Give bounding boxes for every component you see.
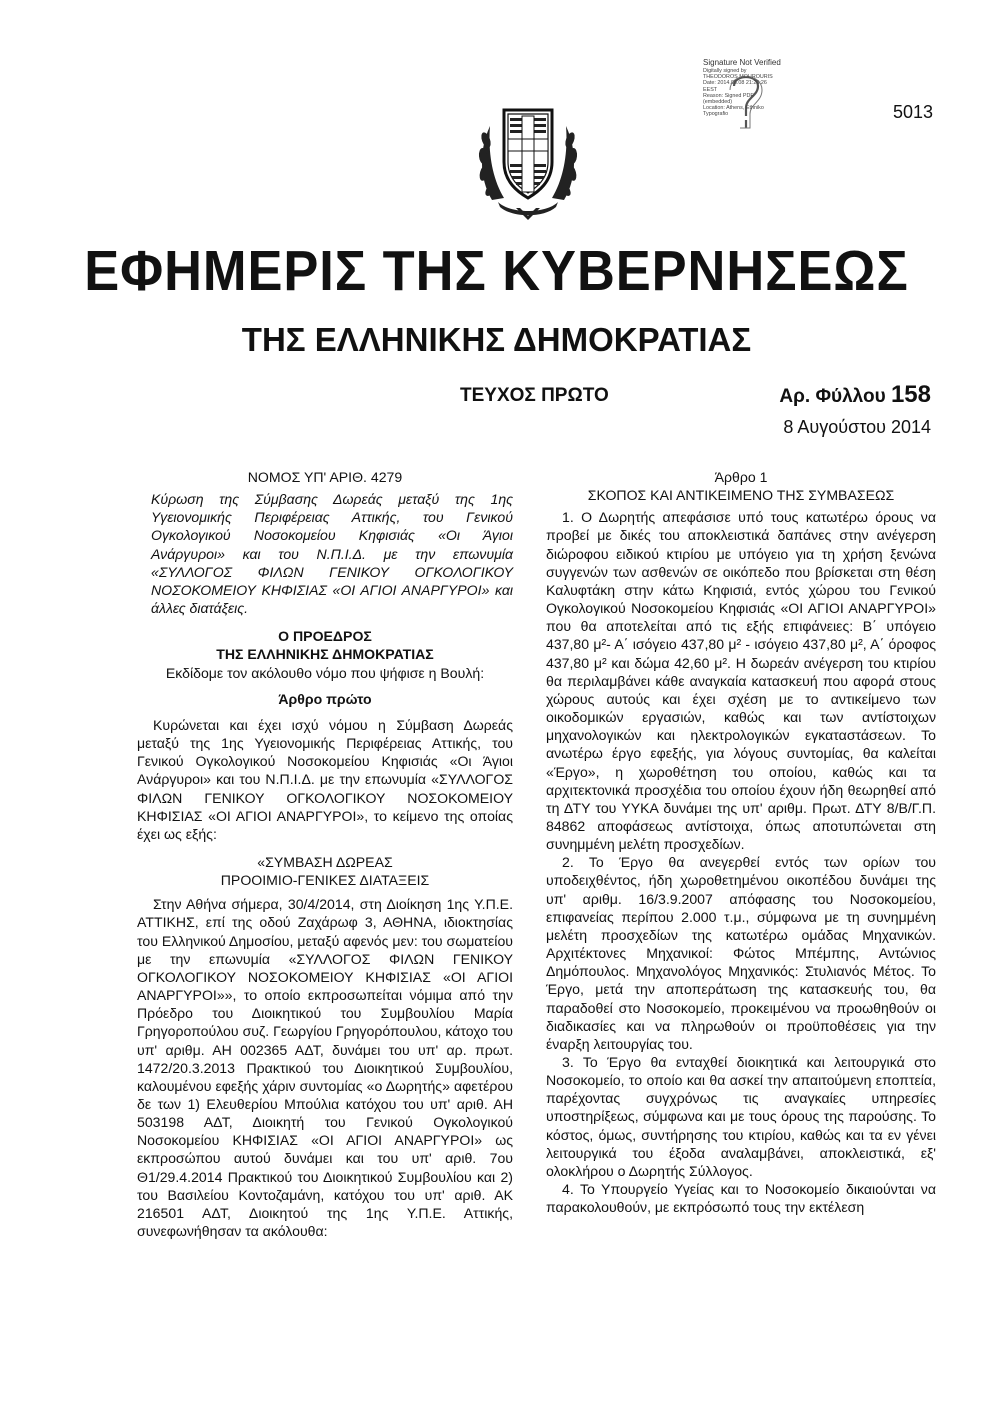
- page-number: 5013: [892, 102, 933, 122]
- article-heading: Άρθρο πρώτο: [278, 690, 372, 707]
- coat-of-arms-emblem: [476, 96, 580, 222]
- right-column: [546, 468, 936, 1216]
- law-title: Κύρωση της Σύμβασης Δωρεάς μεταξύ της 1ης Υγειονομικής Περιφέρειας Αττικής, του Γενικού Ογκολογικού Νοσοκομείου Κηφισιάς «Οι Άγιοι Ανάργυροι» και του Ν.Π.Ι.Δ. με την επωνυμία «ΣΥΛΛΟΓΟΣ ΦΙΛΩΝ ΓΕΝΙΚΟΥ ΟΓΚΟΛΟΓΙΚΟΥ ΝΟΣΟΚΟΜΕΙΟΥ ΚΗΦΙΣΙΑΣ «ΟΙ ΑΓΙΟΙ ΑΝΑΡΓΥΡΟΙ» και άλλες διατάξεις.: [151, 491, 513, 617]
- gazette-subtitle: ΤΗΣ ΕΛΛΗΝΙΚΗΣ ΔΗΜΟΚΡΑΤΙΑΣ: [241, 321, 752, 358]
- article-number: Άρθρο 1: [714, 469, 768, 485]
- law-number: ΝΟΜΟΣ ΥΠ' ΑΡΙΘ. 4279: [247, 469, 403, 485]
- gazette-title: ΕΦΗΜΕΡΙΣ ΤΗΣ ΚΥΒΕΡΝΗΣΕΩΣ: [84, 239, 909, 303]
- issue-statement: Εκδίδομε τον ακόλουθο νόμο που ψήφισε η Βουλή:: [165, 664, 485, 681]
- contract-heading: «ΣΥΜΒΑΣΗ ΔΩΡΕΑΣ: [257, 853, 393, 870]
- contract-subheading: ΠΡΟΟΙΜΙΟ-ΓΕΝΙΚΕΣ ΔΙΑΤΑΞΕΙΣ: [220, 872, 430, 889]
- article-text: Κυρώνεται και έχει ισχύ νόμου η Σύμβαση Δωρεάς μεταξύ της 1ης Υγειονομικής Περιφέρειας Αττικής, του Γενικού Ογκολογικού Νοσοκομείου Κηφισιάς «Οι Άγιοι Ανάργυροι» και του Ν.Π.Ι.Δ. με την επωνυμία «ΣΥΛΛΟΓΟΣ ΦΙΛΩΝ ΓΕΝΙΚΟΥ ΟΓΚΟΛΟΓΙΚΟΥ ΝΟΣΟΚΟΜΕΙΟΥ ΚΗΦΙΣΙΑΣ «ΟΙ ΑΓΙΟΙ ΑΝΑΡΓΥΡΟΙ», το κείμενο της οποίας έχει ως εξής:: [137, 716, 513, 842]
- signature-status: Signature Not Verified: [703, 58, 781, 67]
- preamble-text: Στην Αθήνα σήμερα, 30/4/2014, στη Διοίκηση 1ης Υ.Π.Ε. ΑΤΤΙΚΗΣ, επί της οδού Ζαχάρωφ 3, ΑΘΗΝΑ, ιδιοκτησίας του Ελληνικού Δημοσίου, μεταξύ αφενός μεν: του σωματείου με την επωνυμία «ΣΥΛΛΟΓΟΣ ΦΙΛΩΝ ΓΕΝΙΚΟΥ ΟΓΚΟΛΟΓΙΚΟΥ ΝΟΣΟΚΟΜΕΙΟΥ ΚΗΦΙΣΙΑΣ «ΟΙ ΑΓΙΟΙ ΑΝΑΡΓΥΡΟΙ»», το οποίο εκπροσωπείται νόμιμα από την Πρόεδρο του Διοικητικού του Συμβουλίου Μαρία Γρηγοροπούλου συζ. Γεωργίου Γρηγορόπουλου, κάτοχο του υπ' αριθμ. ΑΗ 002365 ΑΔΤ, δυνάμει του υπ' αρ. πρωτ. 1472/20.3.2013 Πρακτικού του Διοικητικού Συμβουλίου, καλουμένου εφεξής χάριν συντομίας «ο Δωρητής» αφετέρου δε των 1) Ελευθερίου Μπούλια κατόχου του υπ' αριθ. ΑΗ 503198 ΑΔΤ, Διοικητή του Γενικού Ογκολογικού Νοσοκομείου ΚΗΦΙΣΙΑΣ «ΟΙ ΑΓΙΟΙ ΑΝΑΡΓΥΡΟΙ» ως εκπροσώπου αυτού δυνάμει και του υπ' αριθ. 7ου Θ1/29.4.2014 Πρακτικού του Διοικητικού Συμβουλίου και 2) του Βασιλείου Κοντοζαμάνη, κατόχου του υπ' αριθ. ΑΚ 216501 ΑΔΤ, Διοικητού της 1ης Υ.Π.Ε. Αττικής, συνεφωνήθησαν τα ακόλουθα:: [137, 896, 513, 1240]
- signature-detail: THEODOROS MOUROURIS: [703, 74, 773, 81]
- signature-detail: Digitally signed by: [703, 68, 747, 74]
- president-heading: Ο ΠΡΟΕΔΡΟΣ: [278, 628, 372, 645]
- issue-label: ΤΕΥΧΟΣ ΠΡΩΤΟ: [460, 385, 609, 406]
- left-column: [137, 468, 513, 1240]
- sheet-number-value: 158: [890, 381, 931, 408]
- signature-detail: Date: 2014.08.08 21:25:26: [703, 80, 767, 87]
- signature-detail: Reason: Signed PDF: [703, 92, 754, 99]
- paragraph: 2. Το Έργο θα ανεγερθεί εντός των ορίων του υποδειχθέντος, ήδη χωροθετημένου οικοπέδου δυνάμει της υπ' αριθμ. 16/3.9.2007 απόφασης του Νοσοκομείου, επιφανείας περίπου 2.000 τ.μ., σύμφωνα με τη συνημμένη μελέτη προσχεδίων της κατωτέρω ομάδας Μηχανικών. Αρχιτέκτονες Μηχανικοί: Φώτος Μπέμπης, Αντώνιος Δημόπουλος. Μηχανολόγος Μηχανικός: Στυλιανός Μέτος. Το Έργο, μετά την αποπεράτωση της κατασκευής του, θα παραδοθεί στο Νοσοκομείο, προκειμένου να προωθηθούν οι διαδικασίες και να πληρωθούν οι προϋποθέσεις για την έναρξη λειτουργίας του.: [546, 854, 936, 1052]
- article-title: ΣΚΟΠΟΣ ΚΑΙ ΑΝΤΙΚΕΙΜΕΝΟ ΤΗΣ ΣΥΜΒΑΣΕΩΣ: [587, 487, 895, 504]
- paragraph: 1. Ο Δωρητής απεφάσισε υπό τους κατωτέρω όρους να προβεί με δικές του αποκλειστικά δαπάνες στην ανέγερση διώροφου ειδικού κτιρίου με υπόγειο για τη χρήση ξενώνα συγγενών των ασθενών σε οικόπεδο που βρίσκεται στη θέση Καλυφτάκη στην κάτω Κηφισιά, εντός χώρου του Γενικού Ογκολογικού Νοσοκομείου Κηφισιάς «ΟΙ ΑΓΙΟΙ ΑΝΑΡΓΥΡΟΙ» που θα αποτελείται από τις εξής επιφάνειες: Β΄ υπόγειο 437,80 μ²- Α΄ ισόγειο 437,80 μ² - ισόγειο 437,80 μ², Α΄ όροφος 437,80 μ² και δώμα 42,60 μ². Η δωρεάν ανέγερση του κτιρίου θα περιλαμβάνει κάθε αναγκαία κατασκευή που αφορά στους χώρους αυτούς και έχει σχέση με το αντικείμενο των οικοδομικών εργασιών, καθώς και των αντίστοιχων μηχανολογικών και ηλεκτρολογικών εγκαταστάσεων. Το ανωτέρω έργο εφεξής, για λόγους συντομίας, θα καλείται «Έργο», η χωροθέτηση του οποίου, καθώς και τα αρχιτεκτονικά προσχέδια του οποίου έχουν ήδη θεωρηθεί από τη ΔΤΥ του ΥΥΚΑ δυνάμει της υπ' αριθμ. Πρωτ. ΔΤΥ 8/Β/Γ.Π. 84862 αποφάσεως αντίστοιχα, όπως αποτυπώνεται στη συνημμένη μελέτη προσχεδίων.: [546, 509, 936, 853]
- president-heading-sub: ΤΗΣ ΕΛΛΗΝΙΚΗΣ ΔΗΜΟΚΡΑΤΙΑΣ: [216, 646, 434, 663]
- signature-stamp[interactable]: [703, 58, 793, 118]
- issue-date: 8 Αυγούστου 2014: [783, 417, 931, 437]
- sheet-label: Αρ. Φύλλου: [779, 386, 886, 407]
- signature-detail: Typografio: [703, 111, 729, 118]
- signature-detail: Location: Athens, Ethniko: [703, 105, 764, 112]
- signature-detail: (embedded): [703, 99, 733, 106]
- signature-detail: EEST: [703, 86, 718, 93]
- sheet-number: [779, 381, 931, 409]
- paragraph: 4. Το Υπουργείο Υγείας και το Νοσοκομείο δικαιούνται να παρακολουθούν, με εκπρόσωπό τους την εκτέλεση: [546, 1181, 936, 1216]
- paragraph: 3. Το Έργο θα ενταχθεί διοικητικά και λειτουργικά στο Νοσοκομείο, το οποίο και θα ασκεί την απαιτούμενη εποπτεία, παρέχοντας συγχρόνως τις αναγκαίες υπηρεσίες υποστηρίξεως, σύμφωνα και με τους όρους της παρούσης. Το κόστος, όμως, συντήρησης του κτιρίου, καθώς και τα εν γένει λειτουργικά του έξοδα αναλαμβάνει, αποκλειστικά, εξ' ολοκλήρου ο Δωρητής Σύλλογος.: [546, 1054, 936, 1179]
